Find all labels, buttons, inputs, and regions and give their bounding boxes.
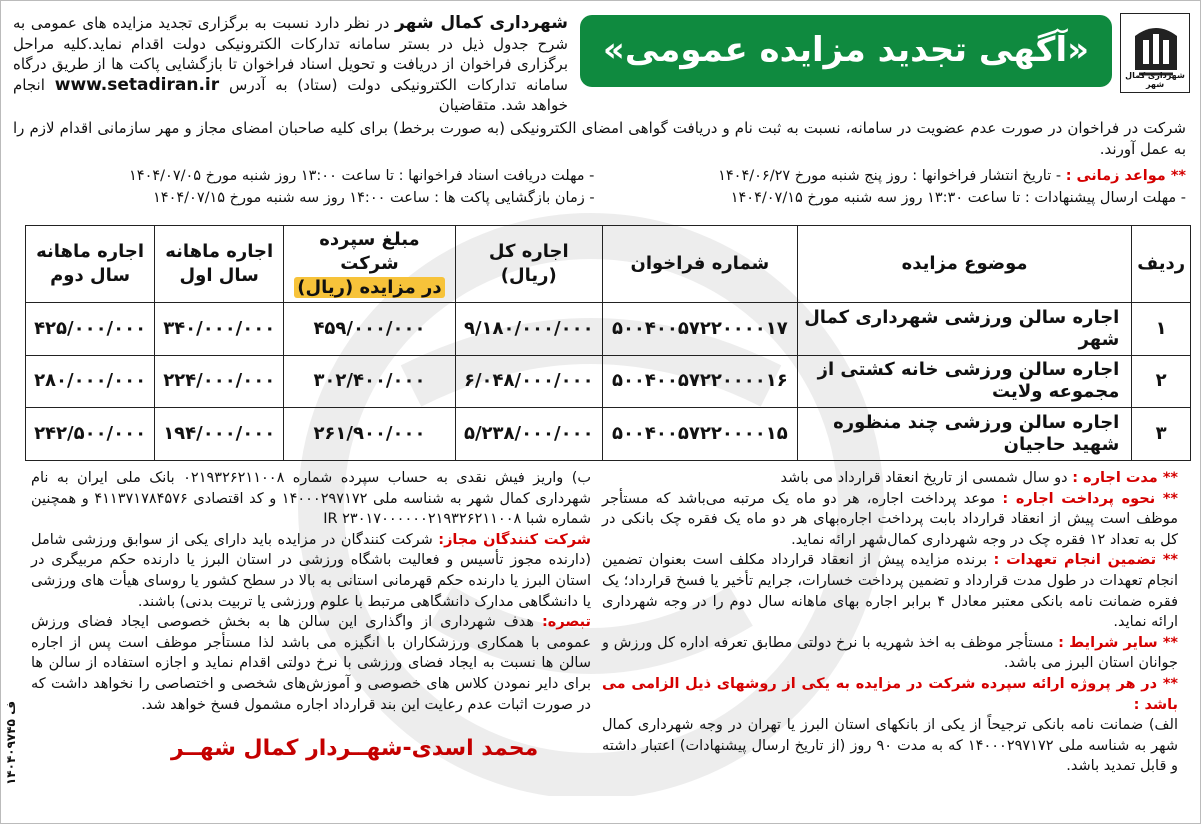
header-rent-year1-line1: اجاره ماهانه	[165, 241, 274, 262]
table-header-row	[26, 226, 1191, 303]
header-rent-year2-line1: اجاره ماهانه	[36, 241, 145, 262]
term-other-text: مستأجر موظف به اخذ شهریه با نرخ دولتی مطابق تعرفه اداره کل ورزش و جوانان استان البرز می باشد.	[602, 634, 1178, 672]
row-rent-year1: ۳۴۰/۰۰۰/۰۰۰	[155, 303, 284, 356]
org-name: شهرداری کمال شهر	[395, 13, 568, 33]
term-payment	[602, 489, 1178, 551]
publish-date: - تاریخ انتشار فراخوانها : روز پنج شنبه مورخ ۱۴۰۴/۰۶/۲۷	[718, 168, 1066, 184]
row-rent-year1: ۲۲۴/۰۰۰/۰۰۰	[155, 355, 284, 408]
row-subject: اجاره سالن ورزشی شهرداری کمال شهر	[797, 303, 1132, 356]
header-rent-year1-line2: سال اول	[179, 265, 259, 286]
row-call-number: ۵۰۰۴۰۰۵۷۲۲۰۰۰۰۱۵	[602, 408, 797, 461]
term-other-label: ** سایر شرایط :	[1058, 634, 1178, 651]
row-rent-year2: ۴۲۵/۰۰۰/۰۰۰	[26, 303, 155, 356]
terms-right-column	[602, 468, 1178, 777]
term-eligible-label: شرکت کنندگان مجاز:	[438, 531, 591, 548]
row-deposit: ۳۰۲/۴۰۰/۰۰۰	[284, 355, 455, 408]
header-deposit-line2: در مزایده (ریال)	[294, 277, 444, 298]
intro-paragraph	[13, 13, 568, 116]
intro-continuation: شرکت در فراخوان در صورت عدم عضویت در سامانه، نسبت به ثبت نام و دریافت گواهی امضای الکترونیکی (به صورت برخط) برای کلیه صاحبان امضای مجاز و مهر سازمانی اقدام لازم را به عمل آورند.	[13, 119, 1186, 158]
header-deposit	[284, 226, 455, 303]
term-other	[602, 633, 1178, 674]
municipality-emblem-icon	[1129, 18, 1183, 76]
row-call-number: ۵۰۰۴۰۰۵۷۲۲۰۰۰۰۱۷	[602, 303, 797, 356]
ad-code-text: ف ۱۴۰۴۰۹۷۴۵	[4, 700, 18, 786]
header-subject: موضوع مزایده	[797, 226, 1132, 303]
term-duration-text: دو سال شمسی از تاریخ انعقاد قرارداد می باشد	[780, 470, 1073, 486]
row-rent-year2: ۲۴۲/۵۰۰/۰۰۰	[26, 408, 155, 461]
receive-deadline: - مهلت دریافت اسناد فراخوانها : تا ساعت ۱۳:۰۰ روز شنبه مورخ ۱۴۰۴/۰۷/۰۵	[129, 168, 595, 184]
schedule-line-1	[718, 167, 1186, 185]
header-rent-year2-line2: سال دوم	[50, 265, 131, 286]
row-call-number: ۵۰۰۴۰۰۵۷۲۲۰۰۰۰۱۶	[602, 355, 797, 408]
row-deposit: ۴۵۹/۰۰۰/۰۰۰	[284, 303, 455, 356]
term-deposit	[602, 674, 1178, 715]
auction-table	[25, 225, 1191, 461]
header-row-number: ردیف	[1132, 226, 1191, 303]
row-rent-year1: ۱۹۴/۰۰۰/۰۰۰	[155, 408, 284, 461]
row-subject: اجاره سالن ورزشی خانه کشتی از مجموعه ولایت	[797, 355, 1132, 408]
row-total-rent: ۹/۱۸۰/۰۰۰/۰۰۰	[455, 303, 602, 356]
row-total-rent: ۶/۰۴۸/۰۰۰/۰۰۰	[455, 355, 602, 408]
submit-deadline: - مهلت ارسال پیشنهادات : تا ساعت ۱۳:۳۰ روز سه شنبه مورخ ۱۴۰۴/۰۷/۱۵	[730, 190, 1186, 206]
municipality-logo	[1120, 13, 1190, 93]
term-note	[31, 612, 591, 715]
intro-text-end: انجام خواهد شد. متقاضیان	[13, 75, 568, 114]
title-banner	[580, 15, 1112, 87]
row-deposit: ۲۶۱/۹۰۰/۰۰۰	[284, 408, 455, 461]
opening-time: - زمان بازگشایی پاکت ها : ساعت ۱۴:۰۰ روز سه شنبه مورخ ۱۴۰۴/۰۷/۱۵	[153, 190, 595, 206]
terms-left-column	[31, 468, 591, 715]
term-eligible-text: شرکت کنندگان در مزایده باید دارای یکی از سوابق ورزشی شامل (دارنده مجوز تأسیس و فعالیت باشگاه ورزشی در استان البرز یا دارنده حکم مربیگری در استان البرز یا دارنده حکم قهرمانی استانی به بالا در سطح کشور یا روسای هیأت های ورزشی یا دانشگاهی مدارک دانشگاهی مرتبط با علوم ورزشی یا تربیت بدنی) باشند.	[31, 531, 591, 610]
term-guarantee-label: ** تضمین انجام تعهدات :	[993, 552, 1178, 569]
term-payment-label: ** نحوه پرداخت اجاره :	[1002, 490, 1178, 507]
term-payment-text: موعد پرداخت اجاره، هر دو ماه یک مرتبه می‌باشد که مستأجر موظف است پیش از انعقاد قرارداد بابت پرداخت اجاره‌بهای هر دو ماه یک فقره چک بانکی در کل به تعداد ۱۲ فقره چک در وجه شهرداری کمال‌شهر ارائه نماید.	[602, 490, 1178, 548]
term-deposit-label: ** در هر پروژه ارائه سپرده شرکت در مزایده به یکی از روشهای ذیل الزامی می باشد :	[602, 675, 1178, 713]
row-total-rent: ۵/۲۳۸/۰۰۰/۰۰۰	[455, 408, 602, 461]
row-number: ۱	[1132, 303, 1191, 356]
header-rent-year1	[155, 226, 284, 303]
setad-url[interactable]: www.setadiran.ir	[54, 74, 220, 95]
term-duration	[602, 468, 1178, 489]
term-duration-label: ** مدت اجاره :	[1072, 470, 1178, 486]
ad-title: «آگهی تجدید مزایده عمومی»	[602, 30, 1090, 70]
header-total-rent: اجاره کل (ریال)	[455, 226, 602, 303]
table-row	[26, 355, 1191, 408]
header-call-number: شماره فراخوان	[602, 226, 797, 303]
term-note-text: هدف شهرداری از واگذاری این سالن ها به بخش خصوصی ایجاد فضای ورزش عمومی با همکاری ورزشکاران با انگیزه می باشد لذا مستأجر موظف است پس از اجاره سالن ها نسبت به ایجاد فضای ورزشی با نرخ دولتی اقدام نماید و اجازه استفاده از سالن ها برای دایر نمودن کلاس های خصوصی و آموزش‌های شخصی و اختصاصی را نخواهد داشت که در صورت اثبات عدم رعایت این بند قرارداد اجاره مشمول فسخ خواهد شد.	[31, 614, 591, 713]
term-note-label: تبصره:	[541, 614, 591, 631]
term-eligible	[31, 530, 591, 612]
schedule-label: ** مواعد زمانی :	[1065, 168, 1186, 184]
ad-code	[1, 681, 21, 811]
intro-text: در نظر دارد نسبت به برگزاری تجدید مزایده های عمومی به شرح جدول ذیل در بستر سامانه تدارکات الکترونیکی دولت اقدام نماید.کلیه مراحل برگزاری فراخوان از دریافت و تحویل اسناد فراخوان تا بازگشایی پاکت ها از طریق درگاه سامانه تدارکات الکترونیکی دولت (ستاد) به آدرس	[13, 14, 568, 94]
term-guarantee	[602, 550, 1178, 632]
header-rent-year2	[26, 226, 155, 303]
row-number: ۳	[1132, 408, 1191, 461]
table-row	[26, 303, 1191, 356]
header-deposit-line1: مبلغ سپرده شرکت	[319, 229, 420, 274]
term-deposit-option-a: الف) ضمانت نامه بانکی ترجیحاً از یکی از بانکهای استان البرز یا تهران در وجه شهرداری کمال شهر به شناسه ملی ۱۴۰۰۰۲۹۷۱۷۲ که به مدت ۹۰ روز (از تاریخ ارسال پیشنهادات) اعتبار داشته و قابل تمدید باشد.	[602, 717, 1179, 775]
logo-caption: شهرداری کمال شهر	[1125, 71, 1185, 89]
row-number: ۲	[1132, 355, 1191, 408]
term-deposit-option-b: ب) واریز فیش نقدی به حساب سپرده شماره ۰۲۱۹۳۲۶۲۱۱۰۰۸ بانک ملی ایران به نام شهرداری کمال شهر به شناسه ملی ۱۴۰۰۰۲۹۷۱۷۲ و کد اقتصادی ۴۱۱۳۷۱۷۸۴۵۷۶ و همچنین شماره شبا IR ۲۳۰۱۷۰۰۰۰۰۰۲۱۹۳۲۶۲۱۱۰۰۸	[31, 470, 591, 528]
row-rent-year2: ۲۸۰/۰۰۰/۰۰۰	[26, 355, 155, 408]
term-guarantee-text: برنده مزایده پیش از انعقاد قرارداد مکلف است بعنوان تضمین انجام تعهدات در طول مدت قرارداد و تضمین پرداخت خسارات، جرایم تأخیر یا فسخ قرارداد؛ یک فقره ضمانت نامه بانکی معتبر معادل ۴ برابر اجاره بهای ماهانه سال دوم را در وجه شهرداری ارائه نماید.	[602, 552, 1178, 631]
row-subject: اجاره سالن ورزشی چند منظوره شهید حاجیان	[797, 408, 1132, 461]
table-row	[26, 408, 1191, 461]
mayor-signature: محمد اسدی-شهــردار کمال شهــر	[171, 736, 539, 761]
